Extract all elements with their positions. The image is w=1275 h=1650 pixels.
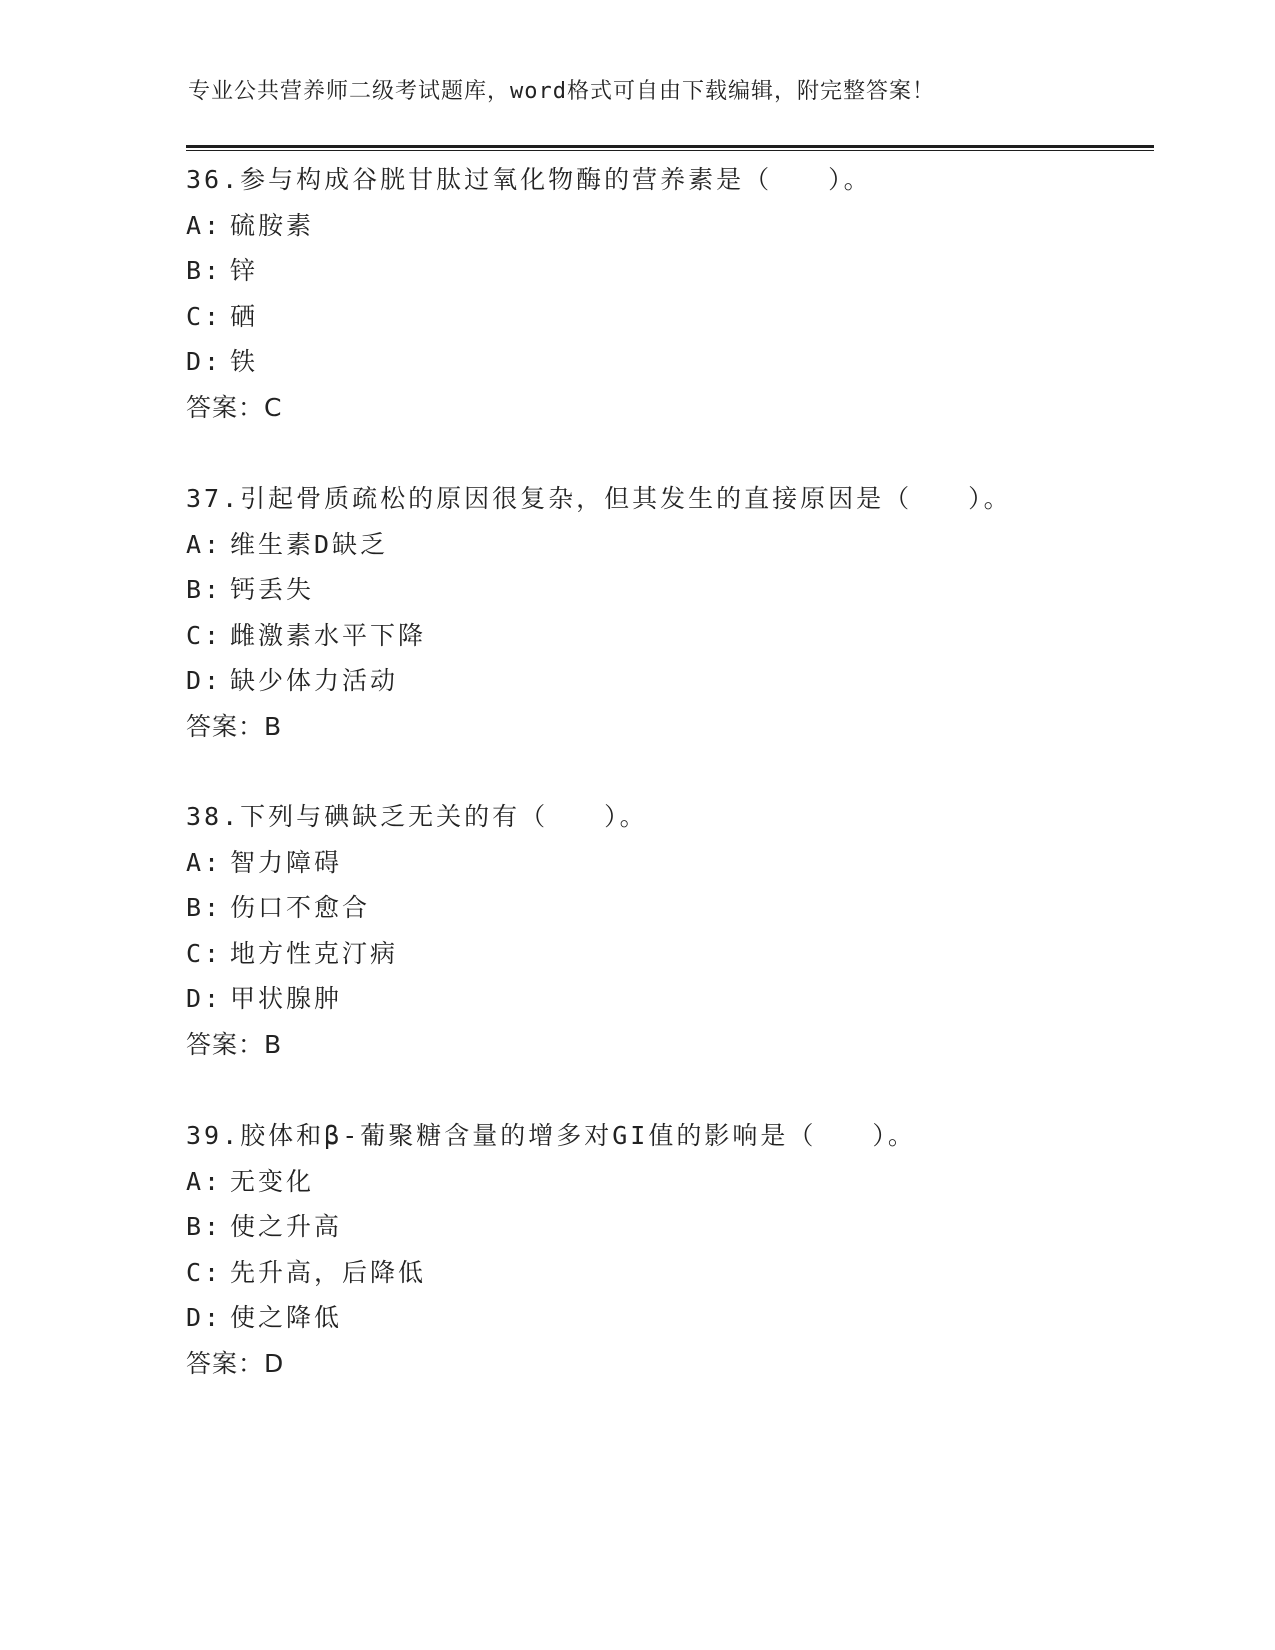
option-d bbox=[186, 976, 1146, 1022]
option-a bbox=[186, 1159, 1146, 1205]
question-block bbox=[186, 476, 1146, 749]
option-label: C: bbox=[186, 1257, 223, 1287]
option-b bbox=[186, 1204, 1146, 1250]
option-label: C: bbox=[186, 938, 223, 968]
divider-thick-line bbox=[186, 145, 1154, 148]
question-stem: 36.参与构成谷胱甘肽过氧化物酶的营养素是（ ）。 bbox=[186, 165, 872, 194]
option-text: 使之升高 bbox=[230, 1212, 343, 1241]
option-label: B: bbox=[186, 256, 223, 285]
option-c bbox=[186, 294, 1146, 340]
option-text: 维生素D缺乏 bbox=[230, 529, 389, 559]
page-header: 专业公共营养师二级考试题库，word格式可自由下载编辑，附完整答案！ bbox=[188, 79, 935, 104]
answer: 答案：B bbox=[186, 1029, 283, 1059]
question-stem: 39.胶体和β-葡聚糖含量的增多对GI值的影响是（ ）。 bbox=[186, 1121, 916, 1150]
option-a bbox=[186, 840, 1146, 886]
option-a bbox=[186, 522, 1146, 568]
option-label: C: bbox=[186, 620, 223, 650]
option-text: 先升高，后降低 bbox=[230, 1257, 427, 1287]
option-b bbox=[186, 885, 1146, 931]
option-label: B: bbox=[186, 575, 223, 604]
option-c bbox=[186, 1250, 1146, 1296]
question-block bbox=[186, 794, 1146, 1067]
answer: 答案：D bbox=[186, 1348, 285, 1378]
divider-thin-line bbox=[186, 150, 1154, 151]
option-text: 无变化 bbox=[230, 1166, 315, 1196]
option-c bbox=[186, 931, 1146, 977]
option-text: 铁 bbox=[230, 347, 259, 376]
option-label: A: bbox=[186, 1166, 223, 1196]
question-block bbox=[186, 1113, 1146, 1386]
option-label: D: bbox=[186, 1303, 223, 1332]
option-a bbox=[186, 203, 1146, 249]
option-c bbox=[186, 613, 1146, 659]
option-text: 硒 bbox=[230, 301, 259, 331]
question-block bbox=[186, 157, 1146, 430]
answer: 答案：C bbox=[186, 392, 283, 422]
option-text: 伤口不愈合 bbox=[230, 893, 371, 922]
question-stem: 38.下列与碘缺乏无关的有（ ）。 bbox=[186, 802, 648, 831]
option-d bbox=[186, 1295, 1146, 1341]
option-label: B: bbox=[186, 1212, 223, 1241]
option-label: B: bbox=[186, 893, 223, 922]
option-label: D: bbox=[186, 666, 223, 695]
option-text: 智力障碍 bbox=[230, 847, 343, 877]
answer: 答案：B bbox=[186, 711, 283, 741]
option-label: D: bbox=[186, 347, 223, 376]
option-text: 钙丢失 bbox=[230, 575, 315, 604]
option-label: C: bbox=[186, 301, 223, 331]
option-text: 锌 bbox=[230, 256, 259, 285]
option-b bbox=[186, 248, 1146, 294]
header-divider bbox=[186, 145, 1154, 151]
option-label: A: bbox=[186, 529, 223, 559]
question-stem: 37.引起骨质疏松的原因很复杂，但其发生的直接原因是（ ）。 bbox=[186, 484, 1012, 513]
option-label: D: bbox=[186, 984, 223, 1013]
option-text: 地方性克汀病 bbox=[230, 938, 399, 968]
option-d bbox=[186, 339, 1146, 385]
option-text: 雌激素水平下降 bbox=[230, 620, 427, 650]
option-text: 硫胺素 bbox=[230, 210, 315, 240]
option-b bbox=[186, 567, 1146, 613]
option-text: 缺少体力活动 bbox=[230, 666, 399, 695]
option-d bbox=[186, 658, 1146, 704]
option-label: A: bbox=[186, 210, 223, 240]
option-label: A: bbox=[186, 847, 223, 877]
option-text: 甲状腺肿 bbox=[230, 984, 343, 1013]
option-text: 使之降低 bbox=[230, 1303, 343, 1332]
